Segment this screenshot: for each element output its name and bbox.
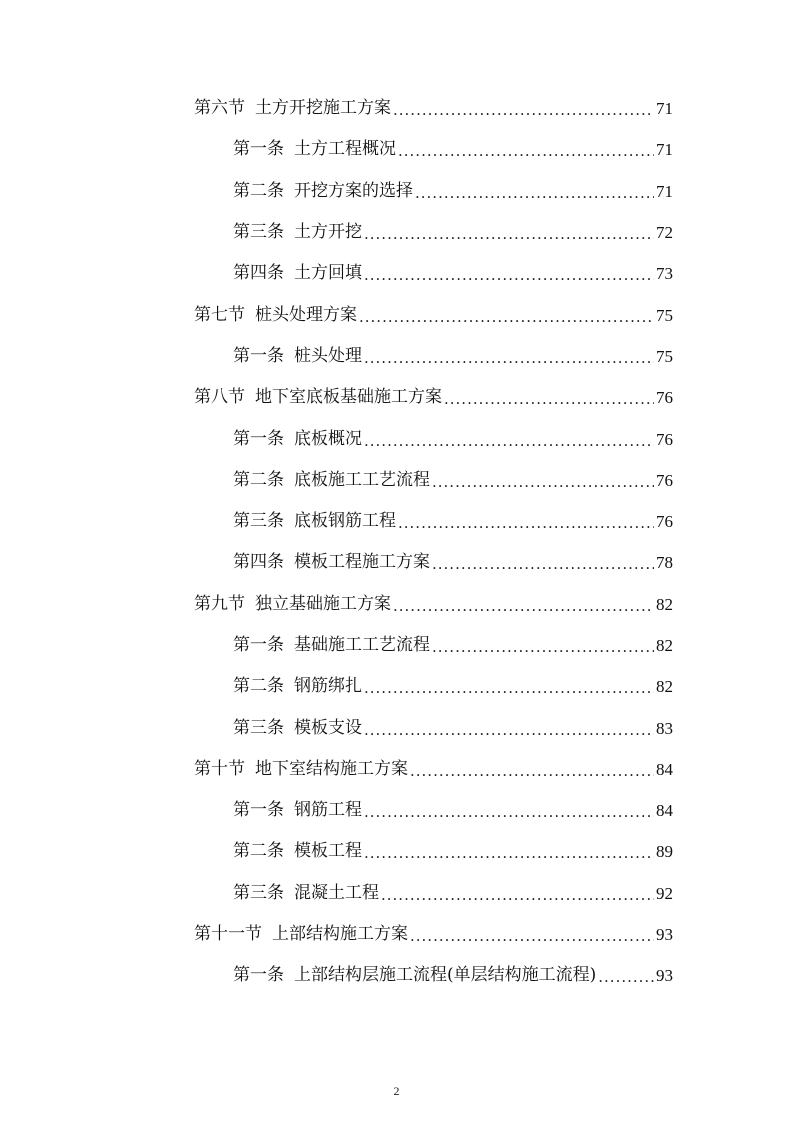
toc-dot-leader bbox=[364, 434, 654, 449]
toc-entry[interactable] bbox=[0, 336, 793, 377]
toc-entry[interactable] bbox=[0, 171, 793, 212]
toc-entry-title: 土方开挖施工方案 bbox=[255, 98, 391, 119]
toc-dot-leader bbox=[393, 599, 654, 614]
toc-entry-title: 底板钢筋工程 bbox=[294, 511, 396, 532]
toc-entry-page: 71 bbox=[656, 181, 673, 201]
toc-entry-number: 第十一节 bbox=[194, 924, 262, 945]
toc-entry-number: 第三条 bbox=[233, 882, 284, 903]
toc-entry-number: 第一条 bbox=[233, 800, 284, 821]
toc-dot-leader bbox=[364, 846, 654, 861]
toc-entry-page: 71 bbox=[656, 140, 673, 160]
toc-entry-title: 桩头处理 bbox=[294, 345, 362, 366]
toc-dot-leader bbox=[598, 970, 654, 985]
toc-entry-number: 第一条 bbox=[233, 965, 284, 986]
toc-entry-title: 基础施工工艺流程 bbox=[294, 635, 430, 655]
toc-dot-leader bbox=[364, 268, 654, 283]
toc-dot-leader bbox=[364, 351, 654, 366]
toc-entry-number: 第一条 bbox=[233, 345, 284, 366]
toc-entry[interactable] bbox=[0, 294, 793, 335]
toc-dot-leader bbox=[359, 310, 654, 325]
toc-entry-title: 开挖方案的选择 bbox=[294, 180, 413, 201]
toc-entry[interactable] bbox=[0, 914, 793, 955]
toc-dot-leader bbox=[364, 805, 654, 820]
toc-entry-title: 地下室结构施工方案 bbox=[255, 758, 408, 779]
toc-entry-number: 第四条 bbox=[233, 263, 284, 284]
toc-entry-page: 76 bbox=[656, 429, 673, 449]
toc-entry-number: 第六节 bbox=[194, 98, 245, 119]
toc-dot-leader bbox=[381, 888, 654, 903]
toc-dot-leader bbox=[398, 516, 654, 531]
toc-entry-page: 75 bbox=[656, 305, 673, 325]
toc-entry-number: 第三条 bbox=[233, 222, 284, 243]
toc-entry[interactable] bbox=[0, 584, 793, 625]
toc-entry-number: 第一条 bbox=[233, 428, 284, 449]
toc-entry-page: 93 bbox=[656, 966, 673, 986]
toc-dot-leader bbox=[415, 186, 654, 201]
toc-entry-title: 模板工程施工方案 bbox=[294, 552, 430, 573]
toc-entry[interactable] bbox=[0, 873, 793, 914]
toc-entry[interactable] bbox=[0, 501, 793, 542]
toc-entry-title: 土方开挖 bbox=[294, 222, 362, 243]
toc-entry-title: 独立基础施工方案 bbox=[255, 593, 391, 614]
toc-dot-leader bbox=[444, 392, 654, 407]
toc-entry-number: 第四条 bbox=[233, 552, 284, 573]
toc-entry-title: 土方工程概况 bbox=[294, 139, 396, 160]
toc-entry-number: 第二条 bbox=[233, 676, 284, 697]
toc-entry-page: 92 bbox=[656, 883, 673, 903]
toc-entry-number: 第七节 bbox=[194, 304, 245, 325]
toc-entry[interactable] bbox=[0, 542, 793, 583]
toc-entry-number: 第二条 bbox=[233, 180, 284, 201]
toc-entry-page: 84 bbox=[656, 801, 673, 821]
toc-dot-leader bbox=[364, 681, 654, 696]
toc-entry-page: 73 bbox=[656, 264, 673, 284]
toc-entry-number: 第九节 bbox=[194, 593, 245, 614]
toc-entry[interactable] bbox=[0, 749, 793, 790]
toc-entry-number: 第三条 bbox=[233, 717, 284, 738]
toc-entry[interactable] bbox=[0, 377, 793, 418]
toc-entry-title: 桩头处理方案 bbox=[255, 304, 357, 325]
toc-entry-page: 82 bbox=[656, 636, 673, 655]
toc-entry[interactable] bbox=[0, 418, 793, 459]
toc-entry-page: 78 bbox=[656, 553, 673, 573]
toc-entry-title: 土方回填 bbox=[294, 263, 362, 284]
toc-entry-page: 76 bbox=[656, 388, 673, 408]
toc-entry-page: 82 bbox=[656, 594, 673, 614]
toc-dot-leader bbox=[432, 557, 654, 572]
toc-entry-number: 第二条 bbox=[233, 469, 284, 490]
toc-entry-title: 钢筋绑扎 bbox=[294, 676, 362, 697]
toc-entry[interactable] bbox=[0, 129, 793, 170]
toc-dot-leader bbox=[410, 929, 654, 944]
toc-entry[interactable] bbox=[0, 253, 793, 294]
toc-entry[interactable] bbox=[0, 955, 793, 996]
toc-entry-number: 第二条 bbox=[233, 841, 284, 862]
toc-entry-title: 混凝土工程 bbox=[294, 882, 379, 903]
toc-entry-number: 第十节 bbox=[194, 758, 245, 779]
toc-entry-page: 82 bbox=[656, 677, 673, 697]
toc-entry-title: 模板工程 bbox=[294, 841, 362, 862]
toc-entry[interactable] bbox=[0, 707, 793, 748]
toc-entry-page: 76 bbox=[656, 512, 673, 532]
toc-entry[interactable] bbox=[0, 790, 793, 831]
toc-entry-page: 75 bbox=[656, 346, 673, 366]
toc-entry-number: 第一条 bbox=[233, 635, 284, 655]
toc-entry-page: 83 bbox=[656, 718, 673, 738]
toc-entry-title: 上部结构层施工流程(单层结构施工流程) bbox=[294, 965, 597, 986]
toc-entry[interactable] bbox=[0, 625, 793, 666]
toc-dot-leader bbox=[432, 475, 654, 490]
toc-dot-leader bbox=[410, 764, 654, 779]
toc-entry-number: 第三条 bbox=[233, 511, 284, 532]
toc-entry[interactable] bbox=[0, 831, 793, 872]
toc-entry[interactable] bbox=[0, 212, 793, 253]
toc-entry-page: 93 bbox=[656, 925, 673, 945]
toc-entry[interactable] bbox=[0, 460, 793, 501]
toc-entry-page: 71 bbox=[656, 99, 673, 119]
toc-entry-title: 底板施工工艺流程 bbox=[294, 469, 430, 490]
toc-entry[interactable] bbox=[0, 88, 793, 129]
toc-entry-page: 72 bbox=[656, 223, 673, 243]
toc-dot-leader bbox=[393, 103, 654, 118]
toc-entry-title: 钢筋工程 bbox=[294, 800, 362, 821]
toc-entry-page: 89 bbox=[656, 842, 673, 862]
toc-dot-leader bbox=[364, 227, 654, 242]
toc-entry-page: 84 bbox=[656, 759, 673, 779]
toc-entry-number: 第一条 bbox=[233, 139, 284, 160]
toc-entry-number: 第八节 bbox=[194, 387, 245, 408]
toc-entry[interactable] bbox=[0, 666, 793, 707]
toc-dot-leader bbox=[432, 640, 654, 655]
toc-entry-title: 模板支设 bbox=[294, 717, 362, 738]
toc-entry-title: 地下室底板基础施工方案 bbox=[255, 387, 442, 408]
page-number: 2 bbox=[393, 1084, 400, 1098]
toc-dot-leader bbox=[364, 723, 654, 738]
toc-dot-leader bbox=[398, 144, 654, 159]
toc-entry-title: 上部结构施工方案 bbox=[272, 924, 408, 945]
toc-entry-page: 76 bbox=[656, 470, 673, 490]
toc-entry-title: 底板概况 bbox=[294, 428, 362, 449]
table-of-contents bbox=[0, 88, 793, 997]
